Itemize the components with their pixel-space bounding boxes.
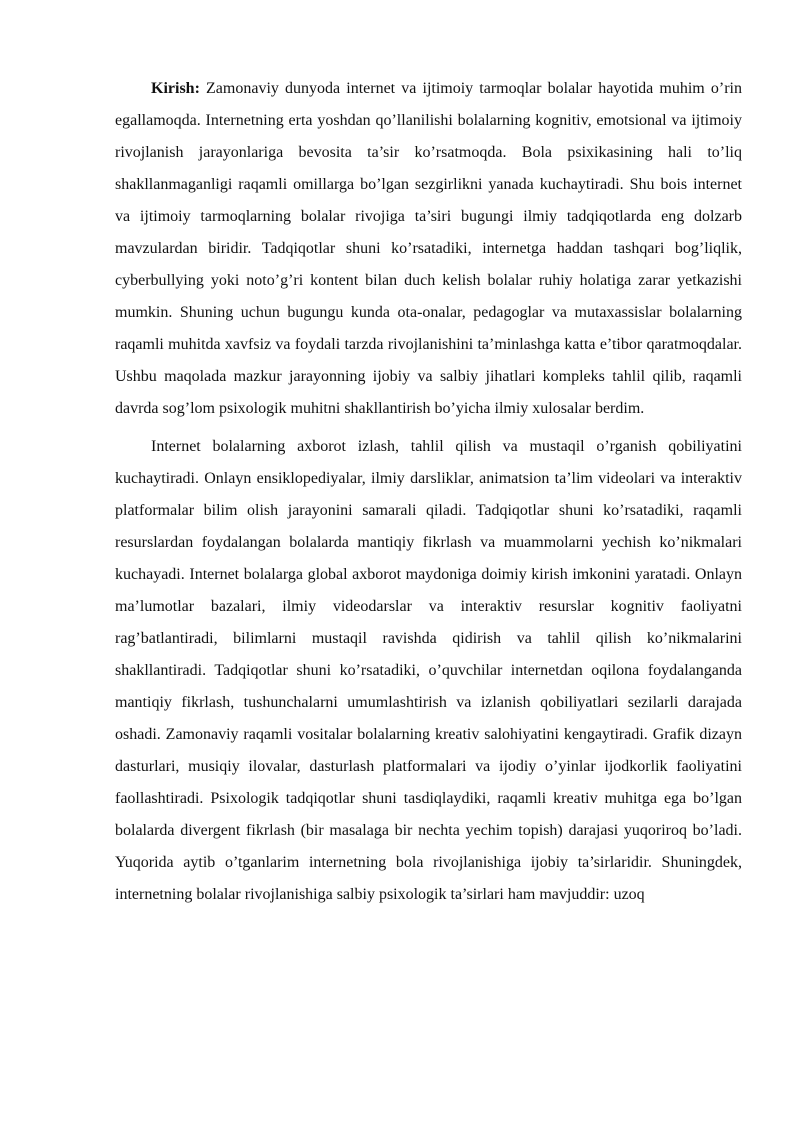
paragraph-text: Zamonaviy dunyoda internet va ijtimoiy tarmoqlar bolalar hayotida muhim o’rin egallamoqda. Internetning erta yoshdan qo’llanilishi bolalarning kognitiv, emotsional va ijtimoiy rivojlanish jarayonlariga bevosita ta’sir ko’rsatmoqda. Bola psixikasining hali to’liq shakllanmaganligi raqamli omillarga bo’lgan sezgirlikni yanada kuchaytiradi. Shu bois internet va ijtimoiy tarmoqlarning bolalar rivojiga ta’siri bugungi ilmiy tadqiqotlarda eng dolzarb mavzulardan biridir. Tadqiqotlar shuni ko’rsatadiki, internetga haddan tashqari bog’liqlik, cyberbullying yoki noto’g’ri kontent bilan duch kelish bolalar ruhiy holatiga zarar yetkazishi mumkin. Shuning uchun bugungu kunda ota-onalar, pedagoglar va mutaxassislar bolalarning raqamli muhitda xavfsiz va foydali tarzda rivojlanishini ta’minlashga katta e’tibor qaratmoqdalar. Ushbu maqolada mazkur jarayonning ijobiy va salbiy jihatlari kompleks tahlil qilib, raqamli davrda sog’lom psixologik muhitni shakllantirish bo’yicha ilmiy xulosalar berdim. [115, 80, 742, 417]
paragraph-text: Internet bolalarning axborot izlash, tahlil qilish va mustaqil o’rganish qobiliyatini kuchaytiradi. Onlayn ensiklopediyalar, ilmiy darsliklar, animatsion ta’lim videolari va interaktiv platformalar bilim olish jarayonini samarali qiladi. Tadqiqotlar shuni ko’rsatadiki, raqamli resurslardan foydalangan bolalarda mantiqiy fikrlash va muammolarni yechish ko’nikmalari kuchayadi. Internet bolalarga global axborot maydoniga doimiy kirish imkonini yaratadi. Onlayn ma’lumotlar bazalari, ilmiy videodarslar va interaktiv resurslar kognitiv faoliyatni rag’batlantiradi, bilimlarni mustaqil ravishda qidirish va tahlil qilish ko’nikmalarini shakllantiradi. Tadqiqotlar shuni ko’rsatadiki, o’quvchilar internetdan oqilona foydalanganda mantiqiy fikrlash, tushunchalarni umumlashtirish va izlanish qobiliyatlari sezilarli darajada oshadi. Zamonaviy raqamli vositalar bolalarning kreativ salohiyatini kengaytiradi. Grafik dizayn dasturlari, musiqiy ilovalar, dasturlash platformalari va ijodiy o’yinlar ijodkorlik faoliyatini faollashtiradi. Psixologik tadqiqotlar shuni tasdiqlaydiki, raqamli kreativ muhitga ega bo’lgan bolalarda divergent fikrlash (bir masalaga bir nechta yechim topish) darajasi yuqoriroq bo’ladi. Yuqorida aytib o’tganlarim internetning bola rivojlanishiga ijobiy ta’sirlaridir. Shuningdek, internetning bolalar rivojlanishiga salbiy psixologik ta’sirlari ham mavjuddir: uzoq [115, 438, 742, 903]
intro-paragraph [115, 73, 742, 425]
body-paragraph [115, 431, 742, 911]
paragraph-lead: Kirish: [151, 80, 200, 97]
